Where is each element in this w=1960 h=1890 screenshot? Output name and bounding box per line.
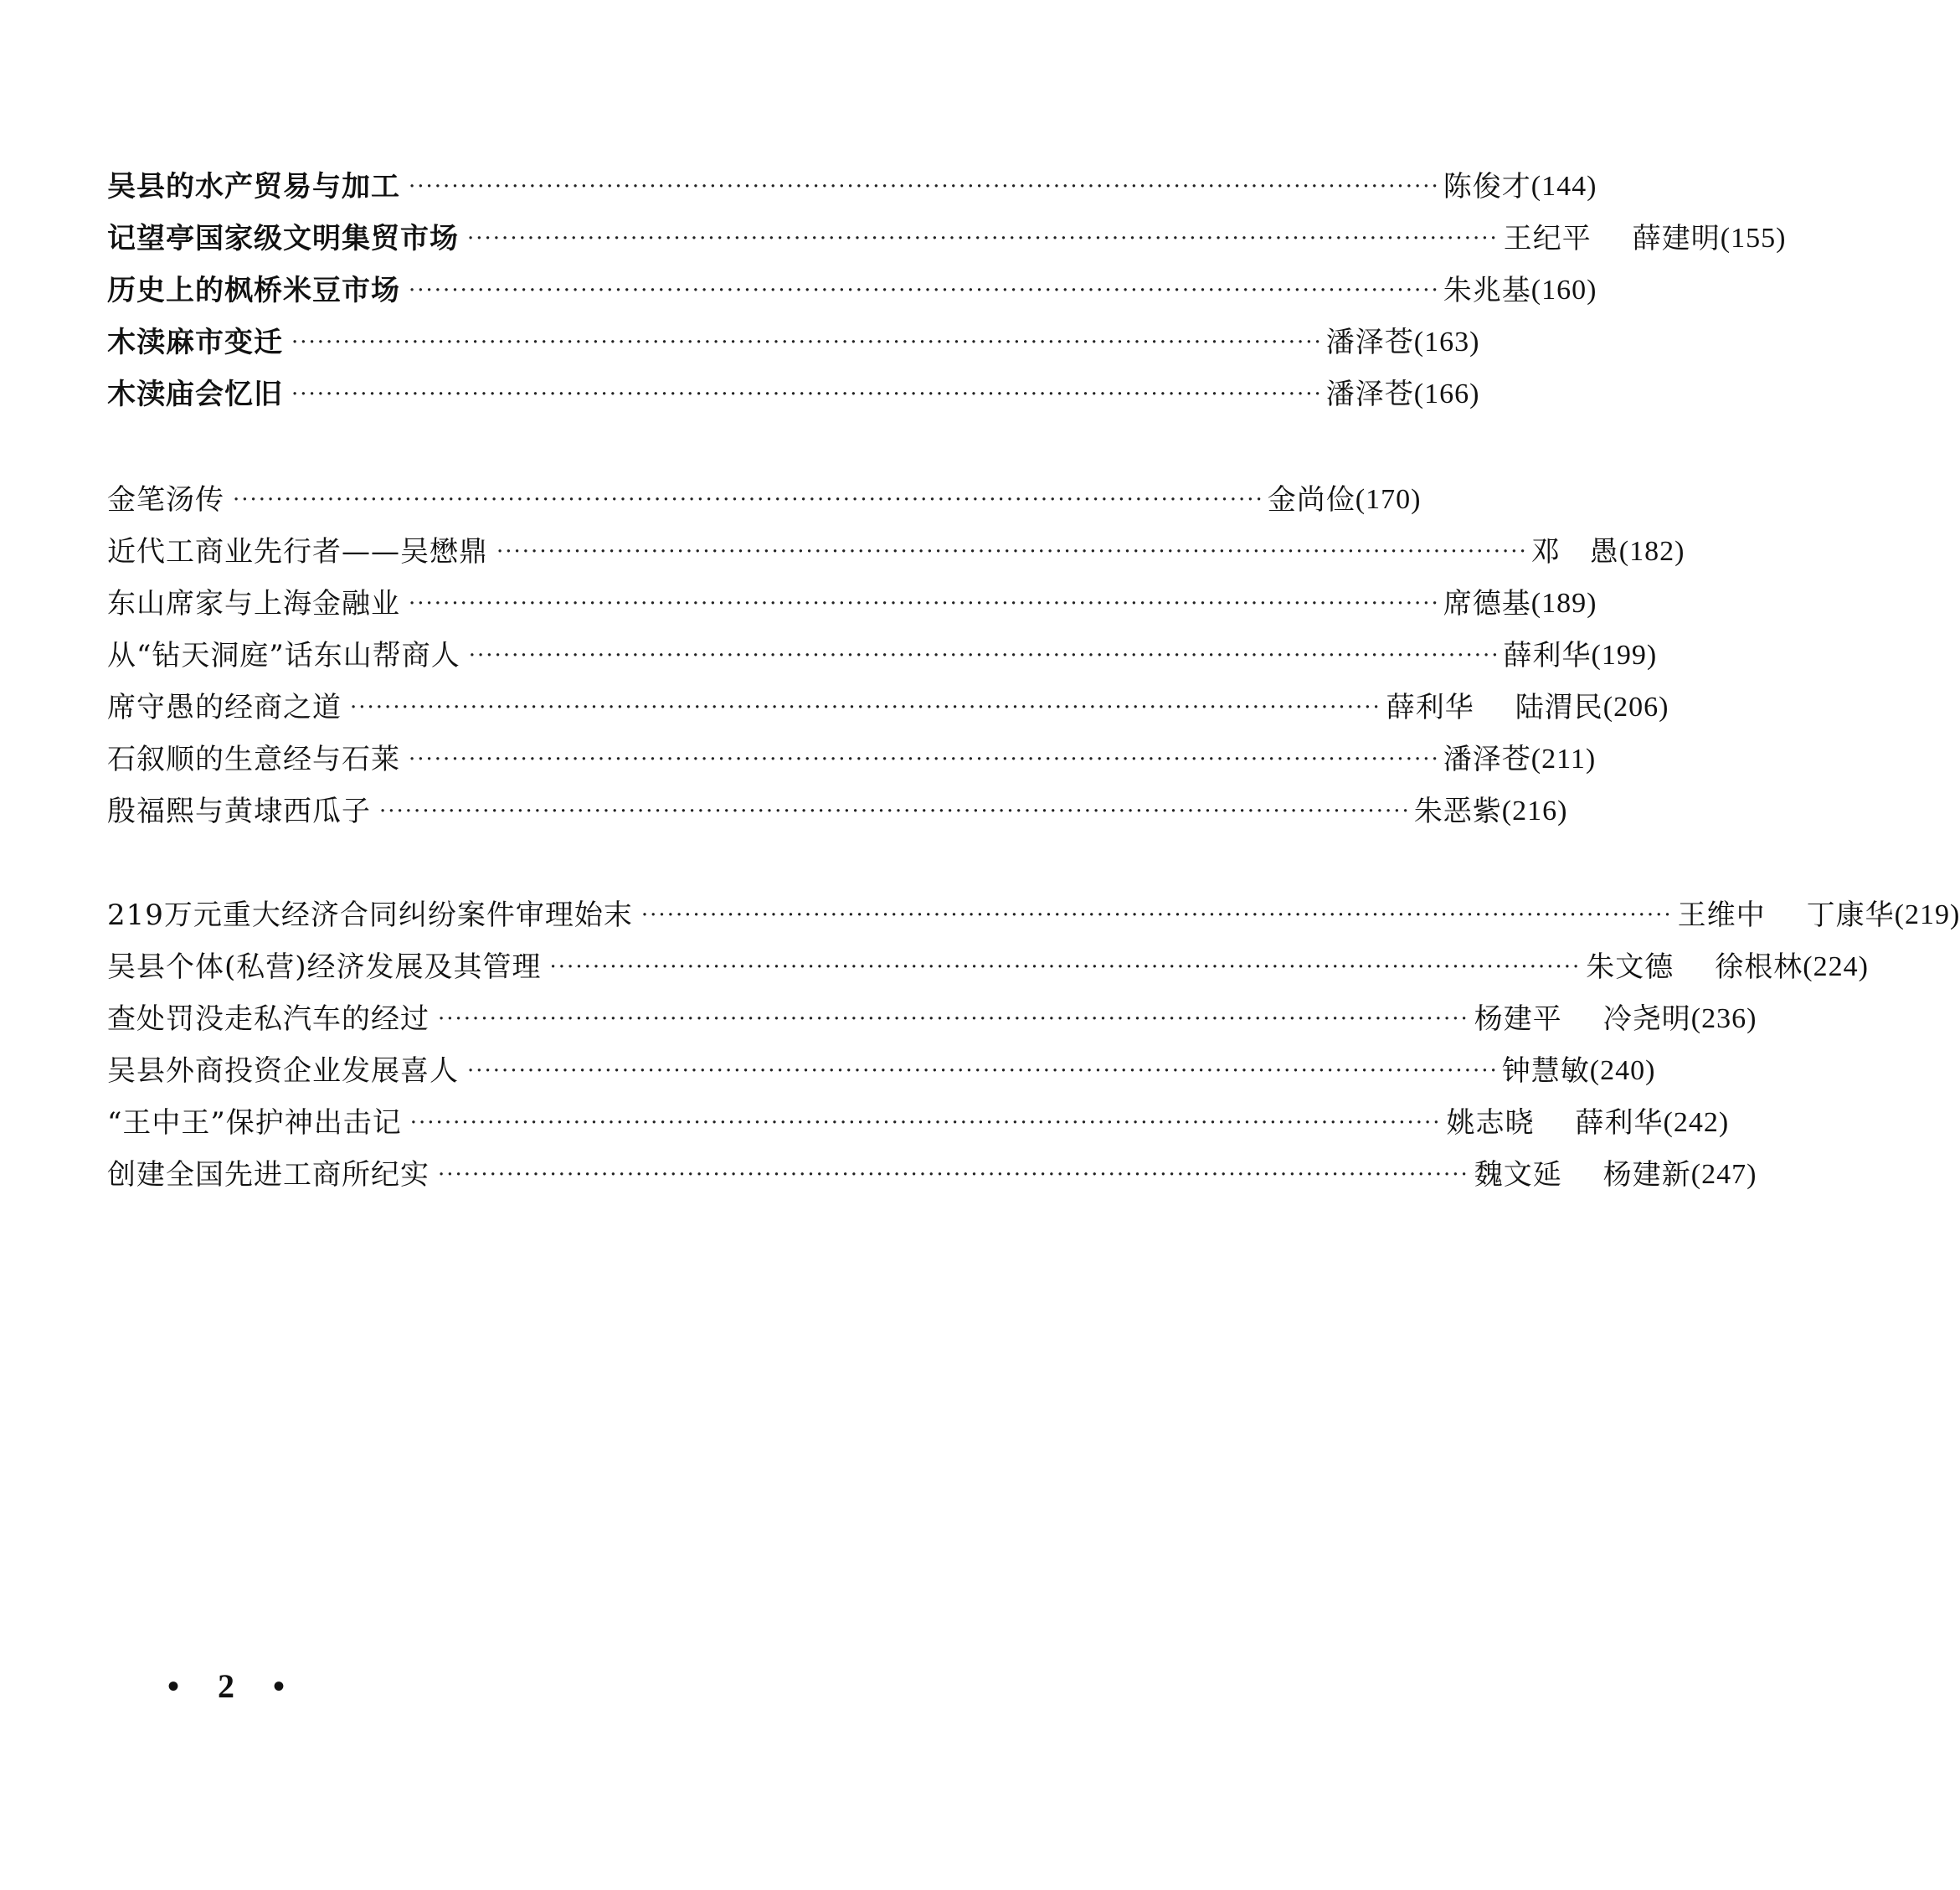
toc-entry-title: 创建全国先进工商所纪实 xyxy=(107,1158,430,1192)
toc-entry xyxy=(107,474,1422,526)
dot-leader: ························································································································ xyxy=(409,174,1440,199)
dot-leader: ························································································································ xyxy=(467,226,1499,251)
dot-leader: ························································································································ xyxy=(409,278,1440,303)
toc-entry-page: (199) xyxy=(1591,640,1658,671)
toc-entry-title: 吴县的水产贸易与加工 xyxy=(107,170,400,203)
toc-entry-author: 潘泽苍 xyxy=(1443,743,1531,776)
toc-entry-page: (216) xyxy=(1501,796,1568,827)
toc-entry-coauthor: 魏文延 xyxy=(1474,1158,1562,1192)
toc-entry-author: 邓 愚 xyxy=(1530,535,1619,569)
toc-entry-author: 陆渭民 xyxy=(1515,691,1603,724)
toc-entry xyxy=(107,734,1597,785)
toc-entry xyxy=(107,682,1669,734)
toc-entry xyxy=(107,1097,1730,1149)
toc-entry-author: 陈俊才 xyxy=(1443,170,1531,203)
toc-entry-page: (170) xyxy=(1355,484,1422,515)
toc-entry-author: 丁康华 xyxy=(1806,899,1895,932)
dot-leader: ························································································································ xyxy=(496,539,1528,564)
toc-section-merchants xyxy=(107,474,1685,837)
dot-leader: ························································································································ xyxy=(640,903,1673,928)
toc-entry-page: (155) xyxy=(1720,223,1787,254)
toc-entry-title: 历史上的枫桥米豆市场 xyxy=(107,274,400,307)
toc-entry-title: 从“钻天洞庭”话东山帮商人 xyxy=(107,639,460,672)
toc-entry-author: 钟慧敏 xyxy=(1501,1054,1590,1088)
toc-entry-page: (219) xyxy=(1894,899,1960,930)
toc-entry-coauthor: 杨建平 xyxy=(1474,1002,1562,1036)
dot-leader: ························································································································ xyxy=(291,382,1323,407)
toc-entry-author: 金尚俭 xyxy=(1267,483,1356,517)
toc-entry-author: 席德基 xyxy=(1443,587,1531,621)
toc-entry-page: (236) xyxy=(1690,1003,1757,1034)
toc-entry-coauthor: 王维中 xyxy=(1677,899,1766,932)
toc-entry-title: 记望亭国家级文明集贸市场 xyxy=(107,222,459,255)
toc-entry xyxy=(107,993,1757,1045)
dot-leader: ························································································································ xyxy=(409,591,1440,616)
toc-entry xyxy=(107,889,1960,941)
toc-entry-title: 席守愚的经商之道 xyxy=(107,691,342,724)
toc-entry-page: (182) xyxy=(1618,536,1685,567)
toc-entry-author: 薛利华 xyxy=(1503,639,1592,672)
toc-entry xyxy=(107,526,1685,578)
toc-entry-author: 朱兆基 xyxy=(1443,274,1531,307)
dot-leader: ························································································································ xyxy=(468,643,1500,668)
toc-entry-author: 潘泽苍 xyxy=(1325,378,1414,411)
dot-leader: ························································································································ xyxy=(438,1162,1469,1187)
dot-leader: ························································································································ xyxy=(438,1007,1469,1032)
toc-entry-title: 木渎麻市变迁 xyxy=(107,326,283,359)
toc-entry-title: 吴县个体(私营)经济发展及其管理 xyxy=(107,950,542,984)
toc-entry-title: 东山席家与上海金融业 xyxy=(107,587,400,621)
dot-leader: ························································································································ xyxy=(350,695,1381,720)
toc-entry xyxy=(107,630,1658,682)
toc-entry-page: (224) xyxy=(1803,951,1869,982)
dot-leader: ························································································································ xyxy=(549,955,1582,980)
toc-entry-title: 金笔汤传 xyxy=(107,483,224,517)
toc-entry-author: 潘泽苍 xyxy=(1325,326,1414,359)
toc-entry-title: 木渎庙会忆旧 xyxy=(107,378,283,411)
toc-entry xyxy=(107,265,1597,317)
dot-leader: ························································································································ xyxy=(409,747,1440,772)
dot-leader: ························································································································ xyxy=(379,799,1411,824)
toc-entry xyxy=(107,1149,1757,1201)
toc-entry-author: 薛建明 xyxy=(1632,222,1721,255)
toc-entry-page: (242) xyxy=(1663,1107,1730,1138)
toc-entry xyxy=(107,368,1480,420)
toc-entry-page: (206) xyxy=(1602,692,1669,723)
toc-entry xyxy=(107,785,1568,837)
dot-leader: ························································································································ xyxy=(409,1110,1442,1136)
toc-section-administration xyxy=(107,889,1960,1201)
toc-entry xyxy=(107,317,1480,368)
toc-entry xyxy=(107,941,1869,993)
toc-entry-title: 近代工商业先行者——吴懋鼎 xyxy=(107,535,488,569)
toc-entry-page: (211) xyxy=(1530,744,1597,775)
toc-entry-page: (163) xyxy=(1413,327,1480,358)
toc-entry-coauthor: 姚志晓 xyxy=(1446,1106,1535,1140)
toc-entry-author: 杨建新 xyxy=(1602,1158,1691,1192)
toc-section-trade xyxy=(107,161,1787,420)
toc-entry xyxy=(107,578,1597,630)
toc-entry-author: 薛利华 xyxy=(1575,1106,1664,1140)
toc-entry-page: (166) xyxy=(1413,379,1480,409)
toc-entry-title: 石叙顺的生意经与石莱 xyxy=(107,743,400,776)
toc-entry-page: (160) xyxy=(1530,275,1597,306)
dot-leader: ························································································································ xyxy=(291,330,1323,355)
dot-leader: ························································································································ xyxy=(467,1058,1499,1084)
page-number: • 2 • xyxy=(167,1667,301,1705)
toc-entry-title: 殷福熙与黄埭西瓜子 xyxy=(107,795,371,828)
toc-entry-page: (240) xyxy=(1589,1055,1656,1086)
toc-entry-coauthor: 王纪平 xyxy=(1503,222,1592,255)
toc-entry-title: 查处罚没走私汽车的经过 xyxy=(107,1002,430,1036)
toc-entry-title: 219万元重大经济合同纠纷案件审理始末 xyxy=(107,899,633,932)
toc-entry xyxy=(107,213,1787,265)
toc-entry-page: (144) xyxy=(1530,171,1597,202)
toc-entry-title: 吴县外商投资企业发展喜人 xyxy=(107,1054,459,1088)
toc-entry-author: 朱恶紫 xyxy=(1413,795,1502,828)
toc-entry-author: 徐根林 xyxy=(1715,950,1803,984)
toc-entry-title: “王中王”保护神出击记 xyxy=(107,1106,402,1140)
toc-entry xyxy=(107,161,1597,213)
dot-leader: ························································································································ xyxy=(233,487,1264,512)
toc-entry-page: (247) xyxy=(1690,1159,1757,1190)
toc-entry-author: 冷尧明 xyxy=(1602,1002,1691,1036)
toc-entry-page: (189) xyxy=(1530,588,1597,619)
toc-entry xyxy=(107,1045,1656,1097)
toc-entry-coauthor: 薛利华 xyxy=(1386,691,1474,724)
toc-entry-coauthor: 朱文德 xyxy=(1586,950,1674,984)
